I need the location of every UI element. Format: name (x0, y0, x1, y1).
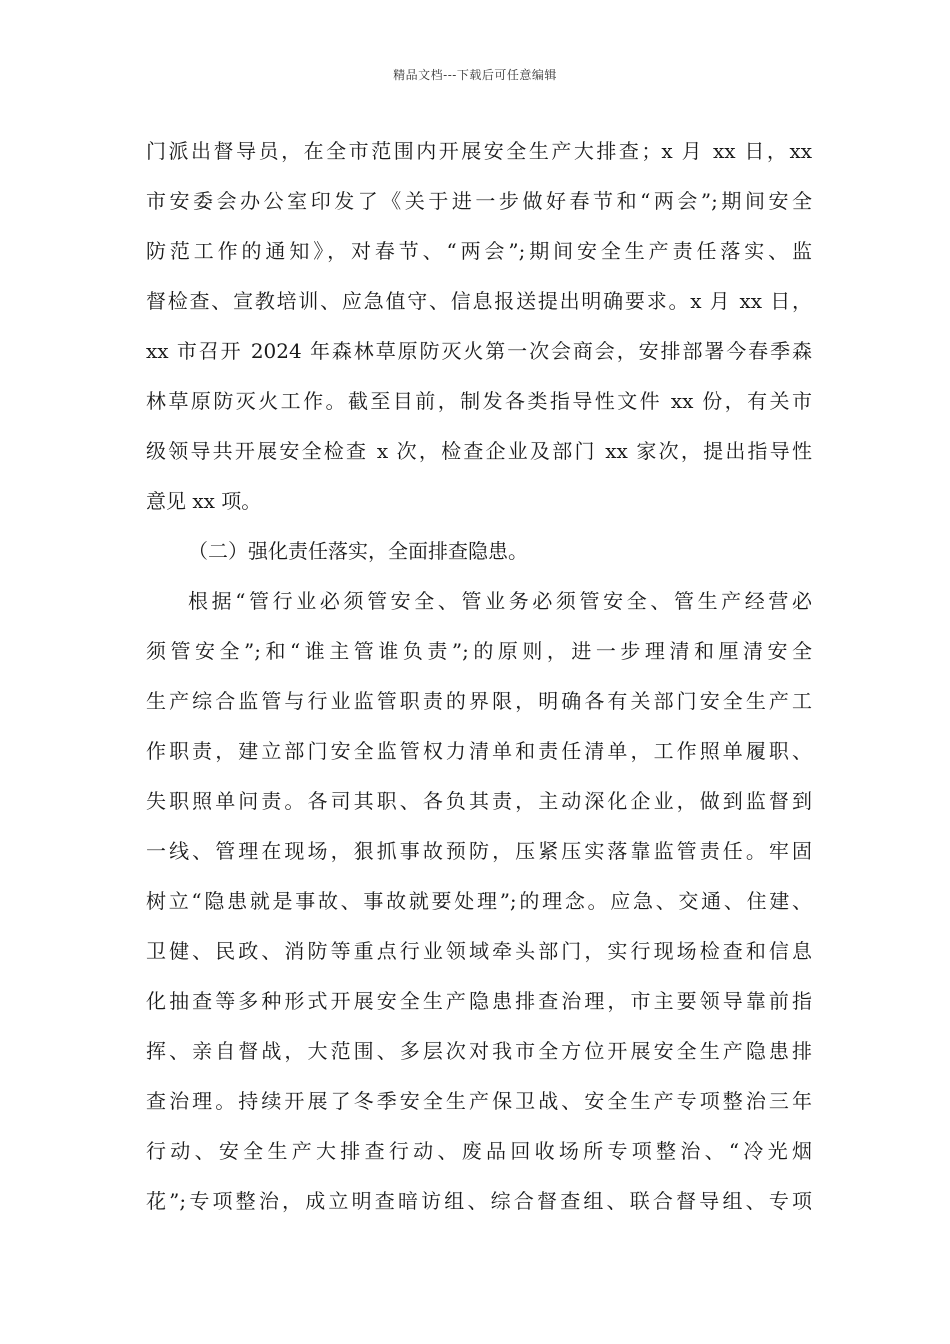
text-line: 级领导共开展安全检查 x 次，检查企业及部门 xx 家次，提出指导性 (146, 439, 812, 463)
text-line: 生产综合监管与行业监管职责的界限，明确各有关部门安全生产工 (146, 689, 812, 713)
text-line: 市安委会办公室印发了《关于进一步做好春节和“两会”;期间安全 (146, 189, 812, 213)
text-line: 林草原防灭火工作。截至目前，制发各类指导性文件 xx 份，有关市 (146, 389, 812, 413)
text-line: 卫健、民政、消防等重点行业领域牵头部门，实行现场检查和信息 (146, 939, 812, 963)
text-line: 防范工作的通知》，对春节、“两会”;期间安全生产责任落实、监 (146, 239, 812, 263)
text-line: 根据“管行业必须管安全、管业务必须管安全、管生产经营必 (188, 589, 812, 613)
text-line: 树立“隐患就是事故、事故就要处理”;的理念。应急、交通、住建、 (146, 889, 812, 913)
text-line: 一线、管理在现场，狠抓事故预防，压紧压实落靠监管责任。牢固 (146, 839, 812, 863)
text-line: xx 市召开 2024 年森林草原防灭火第一次会商会，安排部署今春季森 (146, 339, 812, 363)
text-line: 行动、安全生产大排查行动、废品回收场所专项整治、“冷光烟 (146, 1139, 812, 1163)
text-line: 花”;专项整治，成立明查暗访组、综合督查组、联合督导组、专项 (146, 1189, 812, 1213)
text-line: 作职责，建立部门安全监管权力清单和责任清单，工作照单履职、 (146, 739, 812, 763)
text-line: 失职照单问责。各司其职、各负其责，主动深化企业，做到监督到 (146, 789, 812, 813)
text-line: 意见 xx 项。 (146, 489, 262, 513)
text-line: 挥、亲自督战，大范围、多层次对我市全方位开展安全生产隐患排 (146, 1039, 812, 1063)
text-line: （二）强化责任落实，全面排查隐患。 (188, 539, 528, 563)
text-line: 化抽查等多种形式开展安全生产隐患排查治理，市主要领导靠前指 (146, 989, 812, 1013)
text-line: 须管安全”;和“谁主管谁负责”;的原则，进一步理清和厘清安全 (146, 639, 812, 663)
text-line: 查治理。持续开展了冬季安全生产保卫战、安全生产专项整治三年 (146, 1089, 812, 1113)
page-header: 精品文档---下载后可任意编辑 (393, 68, 557, 82)
text-line: 门派出督导员，在全市范围内开展安全生产大排查；x 月 xx 日，xx (146, 139, 812, 163)
text-line: 督检查、宣教培训、应急值守、信息报送提出明确要求。x 月 xx 日， (146, 289, 812, 313)
document-body (146, 126, 812, 1226)
